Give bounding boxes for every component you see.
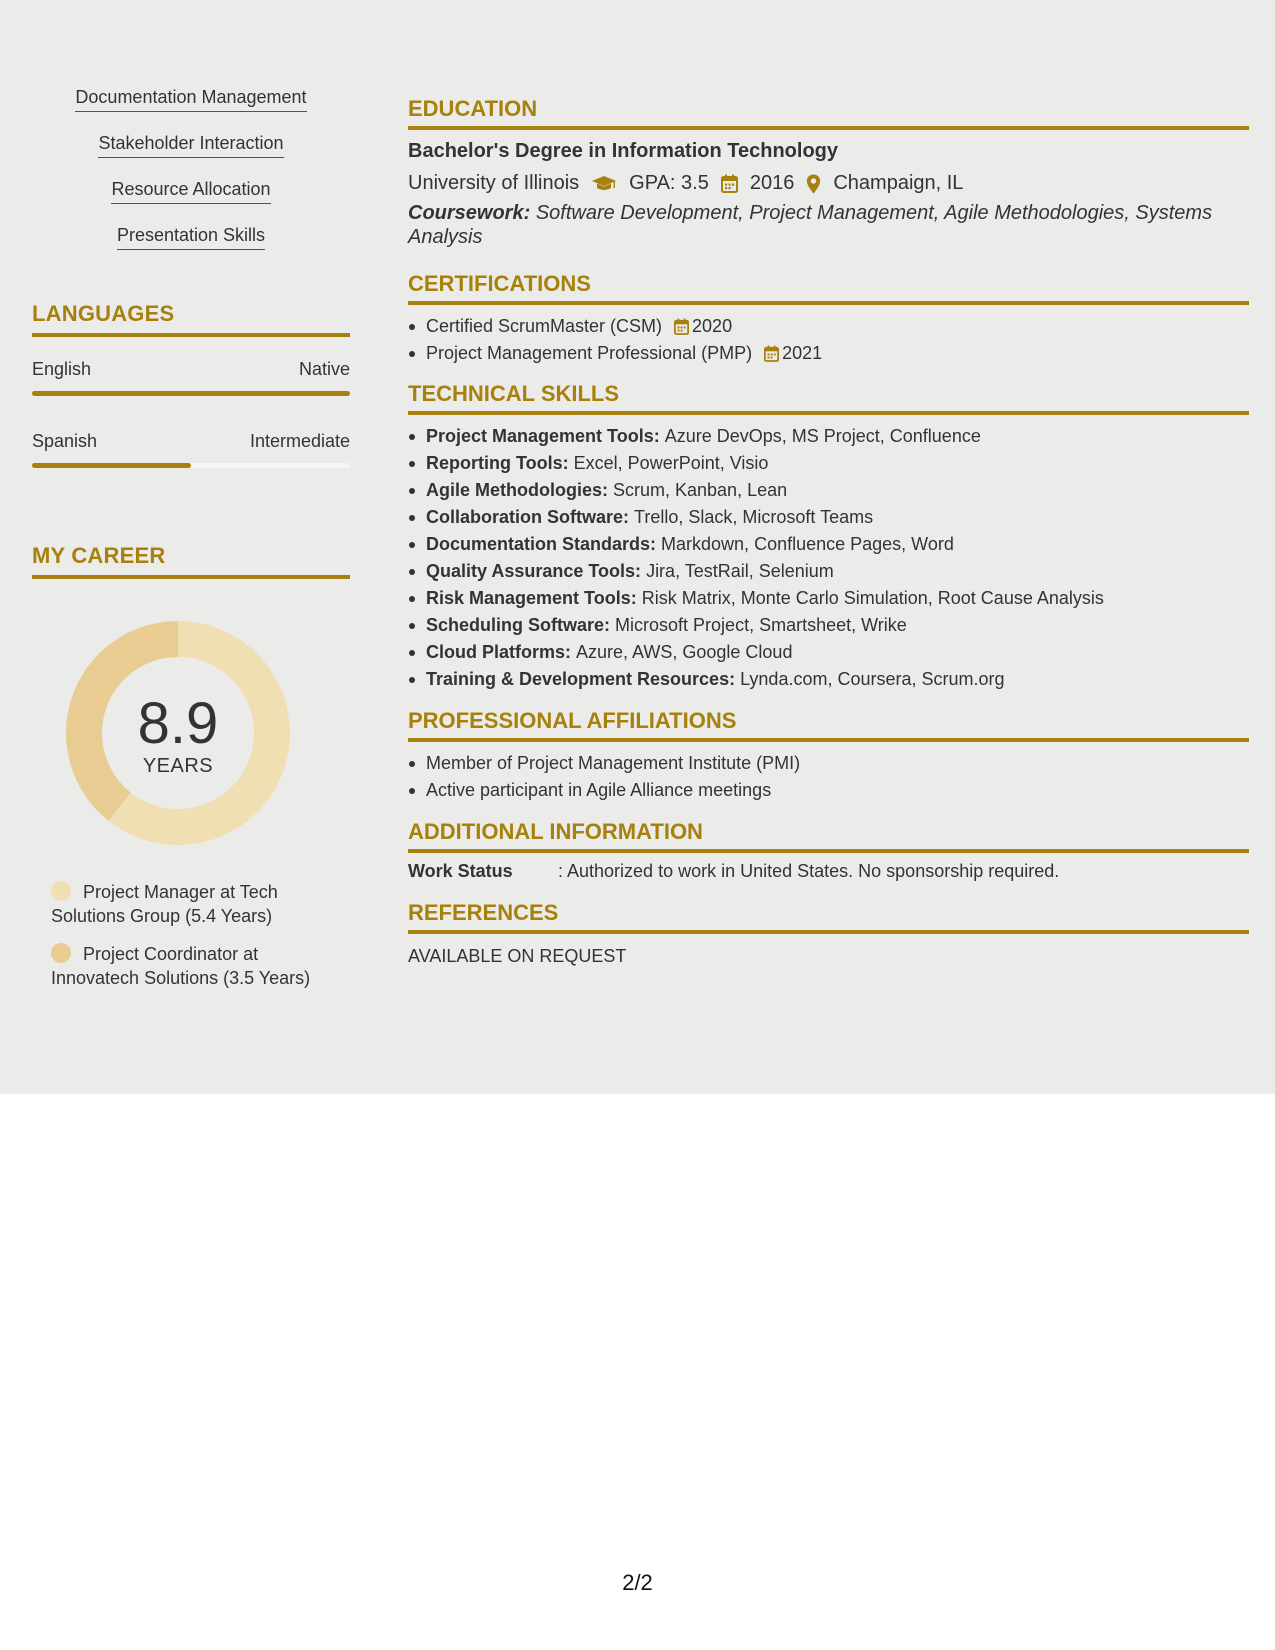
legend-label: Project Coordinator at Innovatech Solutions (3.5 Years) xyxy=(51,944,311,988)
certifications-list xyxy=(408,313,1249,367)
education-school: University of Illinois xyxy=(408,172,580,194)
additional-info-section xyxy=(408,819,1249,882)
certifications-title: CERTIFICATIONS xyxy=(408,271,591,296)
list-item xyxy=(408,777,1249,804)
career-unit: YEARS xyxy=(142,754,214,777)
career-title: MY CAREER xyxy=(32,543,166,568)
language-bar-fill xyxy=(32,463,191,468)
references-text: AVAILABLE ON REQUEST xyxy=(408,946,627,966)
list-item xyxy=(408,585,1249,612)
skill-tags xyxy=(32,86,350,270)
legend-label: Project Manager at Tech Solutions Group (5.4 Years) xyxy=(51,882,278,926)
work-status-label: Work Status xyxy=(408,861,513,881)
list-item xyxy=(408,612,1249,639)
certification-name: Project Management Professional (PMP) xyxy=(426,343,753,363)
location-pin-icon xyxy=(806,174,821,194)
affiliations-section xyxy=(408,708,1249,804)
work-status-row xyxy=(408,861,1249,882)
language-row xyxy=(32,431,350,452)
skill-value: Lynda.com, Coursera, Scrum.org xyxy=(740,669,1005,689)
skill-label: Documentation Standards: xyxy=(426,534,657,554)
certification-year: 2021 xyxy=(782,343,823,363)
legend-dot xyxy=(51,943,71,963)
technical-skills-list xyxy=(408,423,1249,693)
page-number: 2/2 xyxy=(622,1570,653,1595)
affiliation-text: Active participant in Agile Alliance meetings xyxy=(426,780,772,800)
affiliations-list xyxy=(408,750,1249,804)
language-name: English xyxy=(32,359,92,379)
certifications-section xyxy=(408,271,1249,367)
list-item xyxy=(408,639,1249,666)
coursework-list: Software Development, Project Management, Agile Methodologies, Systems Analysis xyxy=(408,202,1213,248)
skill-tag: Presentation Skills xyxy=(117,224,265,250)
career-section xyxy=(32,543,350,988)
language-level: Native xyxy=(298,359,350,379)
section-divider xyxy=(32,575,350,579)
section-divider xyxy=(408,411,1249,415)
legend-item xyxy=(51,880,341,928)
skill-label: Quality Assurance Tools: xyxy=(426,561,642,581)
skill-tag: Resource Allocation xyxy=(111,178,270,204)
section-divider xyxy=(32,333,350,337)
work-status-value: : Authorized to work in United States. No sponsorship required. xyxy=(558,861,1060,881)
list-item xyxy=(408,558,1249,585)
language-row xyxy=(32,359,350,380)
additional-info-title: ADDITIONAL INFORMATION xyxy=(408,819,703,844)
skill-value: Azure, AWS, Google Cloud xyxy=(576,642,793,662)
education-gpa: GPA: 3.5 xyxy=(629,172,709,194)
languages-section xyxy=(32,301,350,468)
skill-value: Jira, TestRail, Selenium xyxy=(646,561,834,581)
skill-value: Trello, Slack, Microsoft Teams xyxy=(634,507,874,527)
list-item xyxy=(408,450,1249,477)
skill-value: Azure DevOps, MS Project, Confluence xyxy=(664,426,981,446)
list-item xyxy=(408,504,1249,531)
skill-value: Markdown, Confluence Pages, Word xyxy=(661,534,954,554)
education-degree: Bachelor's Degree in Information Technology xyxy=(408,140,839,162)
education-meta xyxy=(408,172,1249,195)
skill-value: Scrum, Kanban, Lean xyxy=(613,480,788,500)
calendar-icon xyxy=(721,174,738,193)
education-coursework xyxy=(408,201,1249,249)
skill-label: Agile Methodologies: xyxy=(426,480,608,500)
languages-title: LANGUAGES xyxy=(32,301,175,326)
language-name: Spanish xyxy=(32,431,98,451)
skill-label: Collaboration Software: xyxy=(426,507,630,527)
skill-tag: Documentation Management xyxy=(75,86,306,112)
language-bar-fill xyxy=(32,391,350,396)
education-title: EDUCATION xyxy=(408,96,538,121)
technical-skills-section xyxy=(408,381,1249,693)
certification-name: Certified ScrumMaster (CSM) xyxy=(426,316,663,336)
legend-dot xyxy=(51,881,71,901)
section-divider xyxy=(408,126,1249,130)
language-bar xyxy=(32,463,350,468)
section-divider xyxy=(408,849,1249,853)
skill-label: Cloud Platforms: xyxy=(426,642,572,662)
language-level: Intermediate xyxy=(249,431,350,451)
skill-value: Risk Matrix, Monte Carlo Simulation, Root Cause Analysis xyxy=(641,588,1104,608)
section-divider xyxy=(408,738,1249,742)
section-divider xyxy=(408,301,1249,305)
career-legend xyxy=(51,880,341,1004)
affiliation-text: Member of Project Management Institute (PMI) xyxy=(426,753,801,773)
education-location: Champaign, IL xyxy=(833,172,964,194)
section-divider xyxy=(408,930,1249,934)
calendar-icon xyxy=(764,345,779,362)
list-item xyxy=(408,750,1249,777)
list-item xyxy=(408,531,1249,558)
skill-label: Scheduling Software: xyxy=(426,615,611,635)
skill-value: Microsoft Project, Smartsheet, Wrike xyxy=(615,615,907,635)
skill-label: Training & Development Resources: xyxy=(426,669,736,689)
list-item xyxy=(408,423,1249,450)
references-title: REFERENCES xyxy=(408,900,559,925)
graduation-cap-icon xyxy=(591,175,617,193)
technical-skills-title: TECHNICAL SKILLS xyxy=(408,381,620,406)
skill-label: Project Management Tools: xyxy=(426,426,660,446)
skill-label: Risk Management Tools: xyxy=(426,588,637,608)
coursework-label: Coursework: xyxy=(408,202,531,224)
references-section xyxy=(408,900,1249,967)
donut-center xyxy=(66,621,290,845)
list-item xyxy=(408,313,1249,340)
education-section xyxy=(408,96,1249,249)
career-total: 8.9 xyxy=(137,690,219,756)
certification-year: 2020 xyxy=(692,316,733,336)
list-item xyxy=(408,477,1249,504)
legend-item xyxy=(51,942,341,990)
list-item xyxy=(408,340,1249,367)
calendar-icon xyxy=(674,318,689,335)
skill-tag: Stakeholder Interaction xyxy=(98,132,283,158)
skill-value: Excel, PowerPoint, Visio xyxy=(573,453,769,473)
career-donut-chart xyxy=(66,621,290,845)
list-item xyxy=(408,666,1249,693)
affiliations-title: PROFESSIONAL AFFILIATIONS xyxy=(408,708,737,733)
education-year: 2016 xyxy=(749,172,795,194)
skill-label: Reporting Tools: xyxy=(426,453,569,473)
language-bar xyxy=(32,391,350,396)
